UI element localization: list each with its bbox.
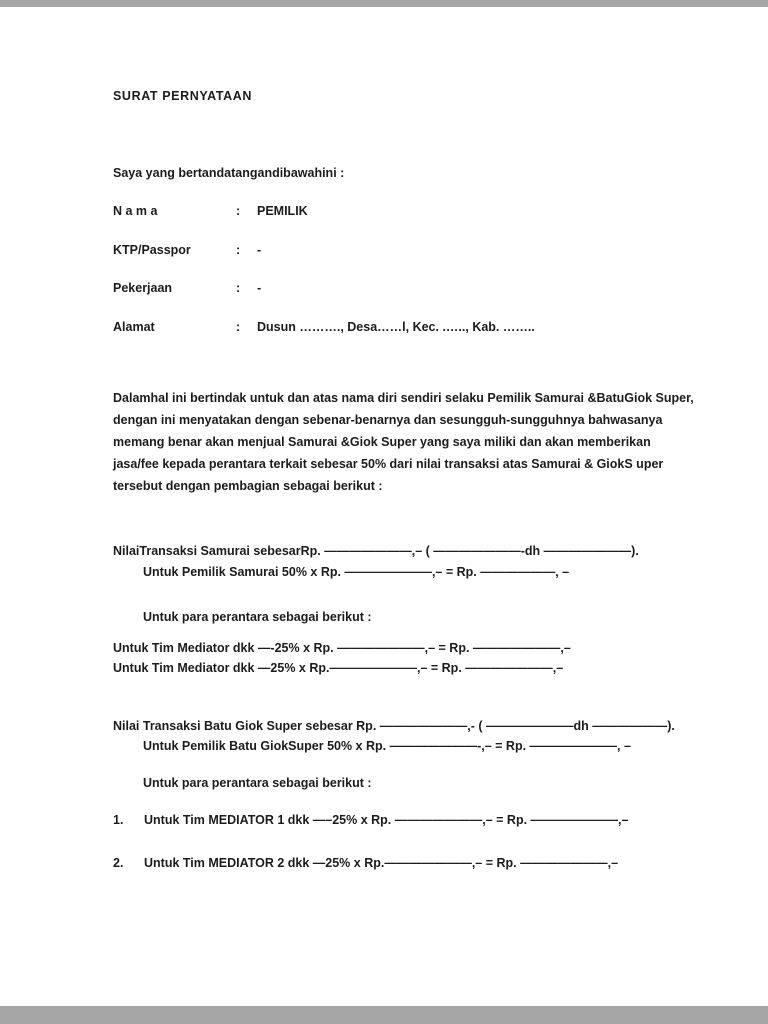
field-separator: : xyxy=(236,242,241,257)
statement-paragraph-line: jasa/fee kepada perantara terkait sebesar 50% dari nilai transaksi atas Samurai & GiokS uper xyxy=(113,457,664,471)
statement-paragraph-line: dengan ini menyatakan dengan sebenar-benarnya dan sesungguh-sungguhnya bahwasanya xyxy=(113,413,663,427)
giok-mediator-item-2 xyxy=(113,857,728,870)
statement-paragraph-line: tersebut dengan pembagian sebagai berikut : xyxy=(113,479,383,493)
list-item-text: Untuk Tim MEDIATOR 2 dkk —25% x Rp.———————,– = Rp. ———————,– xyxy=(144,855,619,870)
field-value-alamat: Dusun ………., Desa……l, Kec. .….., Kab. …….. xyxy=(257,319,535,334)
giok-total-line: Nilai Transaksi Batu Giok Super sebesar Rp. ———————,- ( ———————dh ——————). xyxy=(113,718,675,733)
field-label-alamat: Alamat xyxy=(113,319,155,334)
bottom-margin-bar xyxy=(0,1006,768,1024)
statement-paragraph-line: Dalamhal ini bertindak untuk dan atas nama diri sendiri selaku Pemilik Samurai &BatuGiok Super, xyxy=(113,391,694,405)
field-label-nama: N a m a xyxy=(113,204,158,218)
giok-perantara-heading: Untuk para perantara sebagai berikut : xyxy=(143,775,372,790)
field-row-alamat xyxy=(113,321,728,334)
samurai-mediator-line-2: Untuk Tim Mediator dkk —25% x Rp.———————,– = Rp. ———————,– xyxy=(113,661,564,675)
samurai-mediator-line-1: Untuk Tim Mediator dkk —-25% x Rp. ———————,– = Rp. ———————,– xyxy=(113,640,571,655)
document-title: SURAT PERNYATAAN xyxy=(113,89,253,103)
list-item-number: 1. xyxy=(113,813,124,827)
document-content xyxy=(0,7,768,869)
list-item-number: 2. xyxy=(113,855,124,870)
statement-paragraph-line: memang benar akan menjual Samurai &Giok Super yang saya miliki dan akan memberikan xyxy=(113,435,651,449)
field-separator: : xyxy=(236,204,241,218)
document-page xyxy=(0,7,768,1006)
field-row-ktp xyxy=(113,244,728,257)
field-separator: : xyxy=(236,319,241,334)
field-value-nama: PEMILIK xyxy=(257,204,308,218)
statement-paragraph xyxy=(113,387,728,497)
intro-line: Saya yang bertandatangandibawahini : xyxy=(113,165,345,180)
giok-owner-share-line: Untuk Pemilik Batu GiokSuper 50% x Rp. ———————-,– = Rp. ———————, – xyxy=(143,739,631,753)
field-label-pekerjaan: Pekerjaan xyxy=(113,281,173,295)
giok-mediator-item-1 xyxy=(113,814,728,827)
samurai-total-line: NilaiTransaksi Samurai sebesarRp. ———————,– ( ———————-dh ———————). xyxy=(113,544,639,558)
field-separator: : xyxy=(236,281,241,295)
list-item-text: Untuk Tim MEDIATOR 1 dkk —–25% x Rp. ———————,– = Rp. ———————,– xyxy=(144,813,629,827)
field-label-ktp: KTP/Passpor xyxy=(113,242,191,257)
samurai-owner-share-line: Untuk Pemilik Samurai 50% x Rp. ———————,– = Rp. ——————, – xyxy=(143,564,570,579)
field-row-pekerjaan xyxy=(113,282,728,295)
samurai-perantara-heading: Untuk para perantara sebagai berikut : xyxy=(143,610,372,624)
field-value-ktp: - xyxy=(257,242,262,257)
field-value-pekerjaan: - xyxy=(257,281,262,295)
field-row-nama xyxy=(113,205,728,218)
